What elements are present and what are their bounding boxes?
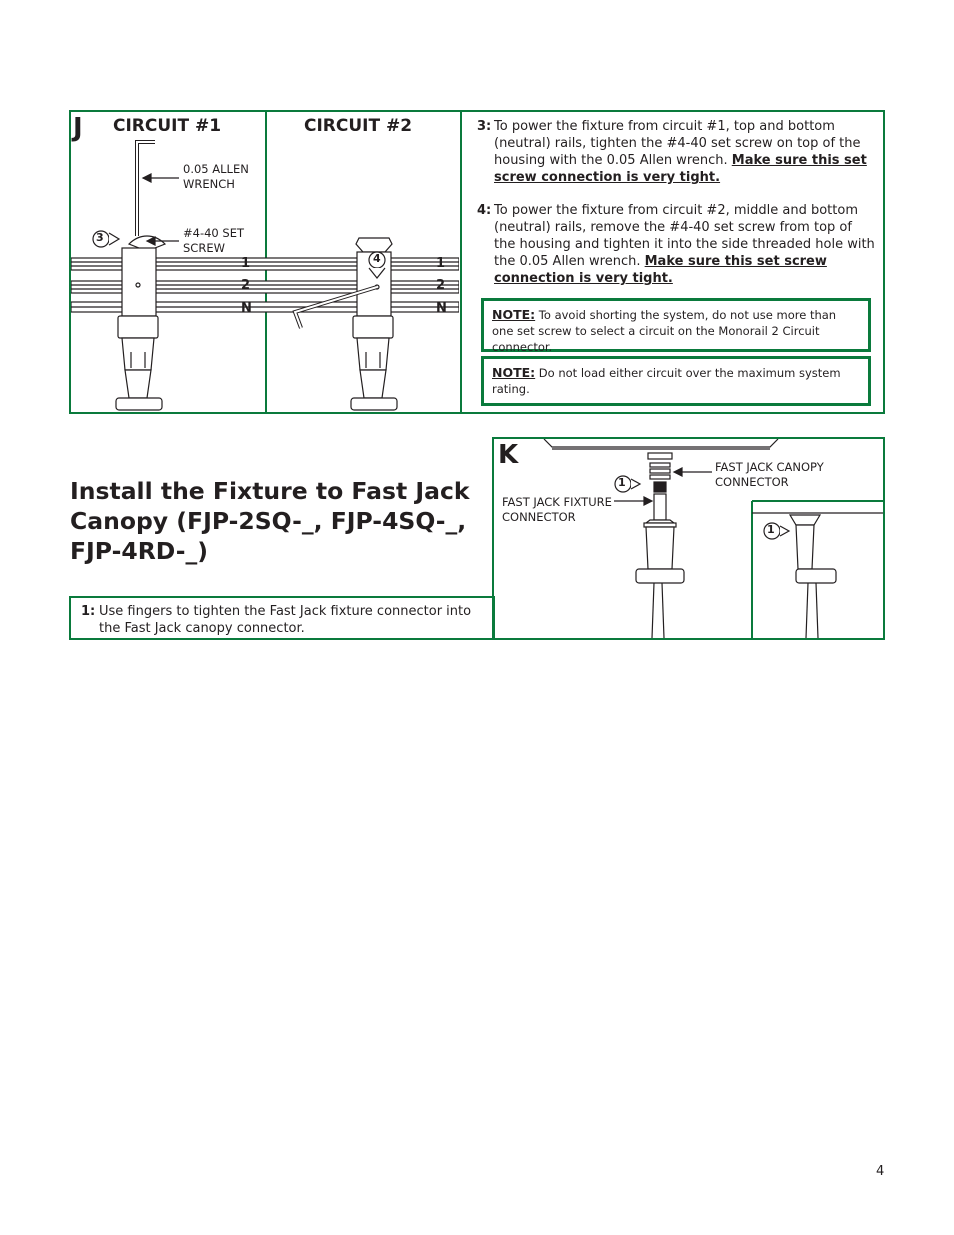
- section-k-panel: [492, 437, 885, 640]
- rail-label-1: 1: [241, 256, 251, 271]
- allen-wrench-label: 0.05 ALLEN WRENCH: [183, 162, 249, 191]
- rail-label-n: N: [436, 301, 447, 316]
- note-box-shorting: NOTE: To avoid shorting the system, do not use more than one set screw to select a circuit on the Monorail 2 Circuit connector.: [481, 298, 871, 352]
- callout-1: 1: [618, 476, 626, 489]
- rail-label-1: 1: [436, 256, 446, 271]
- step-3: 3: To power the fixture from circuit #1, top and bottom (neutral) rails, tighten the #4-40 set screw on top of the housing with the 0.05 Allen wrench. Make sure this set screw connection is very tight.: [477, 119, 867, 185]
- step-4: 4: To power the fixture from circuit #2, middle and bottom (neutral) rails, remove the #4-40 set screw from top of the housing and tighten it into the side threaded hole with the 0.05 Allen wrench. Make sure this set screw connection is very tight.: [477, 203, 875, 286]
- install-step-box: [69, 596, 495, 640]
- note-box-rating: NOTE: Do not load either circuit over the maximum system rating.: [481, 356, 871, 406]
- install-step-1: 1: Use fingers to tighten the Fast Jack fixture connector into the Fast Jack canopy connector.: [81, 604, 472, 636]
- rail-label-2: 2: [436, 278, 446, 293]
- callout-4: 4: [373, 252, 381, 265]
- canopy-connector-label: FAST JACK CANOPY CONNECTOR: [715, 460, 824, 489]
- rail-label-2: 2: [241, 278, 251, 293]
- circuit-1-title: CIRCUIT #1: [113, 116, 222, 136]
- rail-label-n: N: [241, 301, 252, 316]
- fast-jack-diagram: [494, 439, 883, 638]
- instruction-steps: [477, 118, 877, 303]
- fixture-connector-label: FAST JACK FIXTURE CONNECTOR: [502, 495, 612, 524]
- circuit-diagram: [71, 112, 459, 412]
- section-letter-k: K: [498, 440, 519, 470]
- panel-divider: [460, 112, 462, 412]
- callout-3: 3: [96, 231, 104, 244]
- callout-1-inset: 1: [767, 523, 775, 536]
- page-number: 4: [876, 1164, 885, 1179]
- section-letter-j: J: [73, 113, 83, 143]
- page-heading: Install the Fixture to Fast Jack Canopy (FJP-2SQ-_, FJP-4SQ-_, FJP-4RD-_): [70, 477, 470, 565]
- section-j-panel: [69, 110, 885, 414]
- circuit-2-title: CIRCUIT #2: [304, 116, 413, 136]
- set-screw-label: #4-40 SET SCREW: [183, 226, 244, 255]
